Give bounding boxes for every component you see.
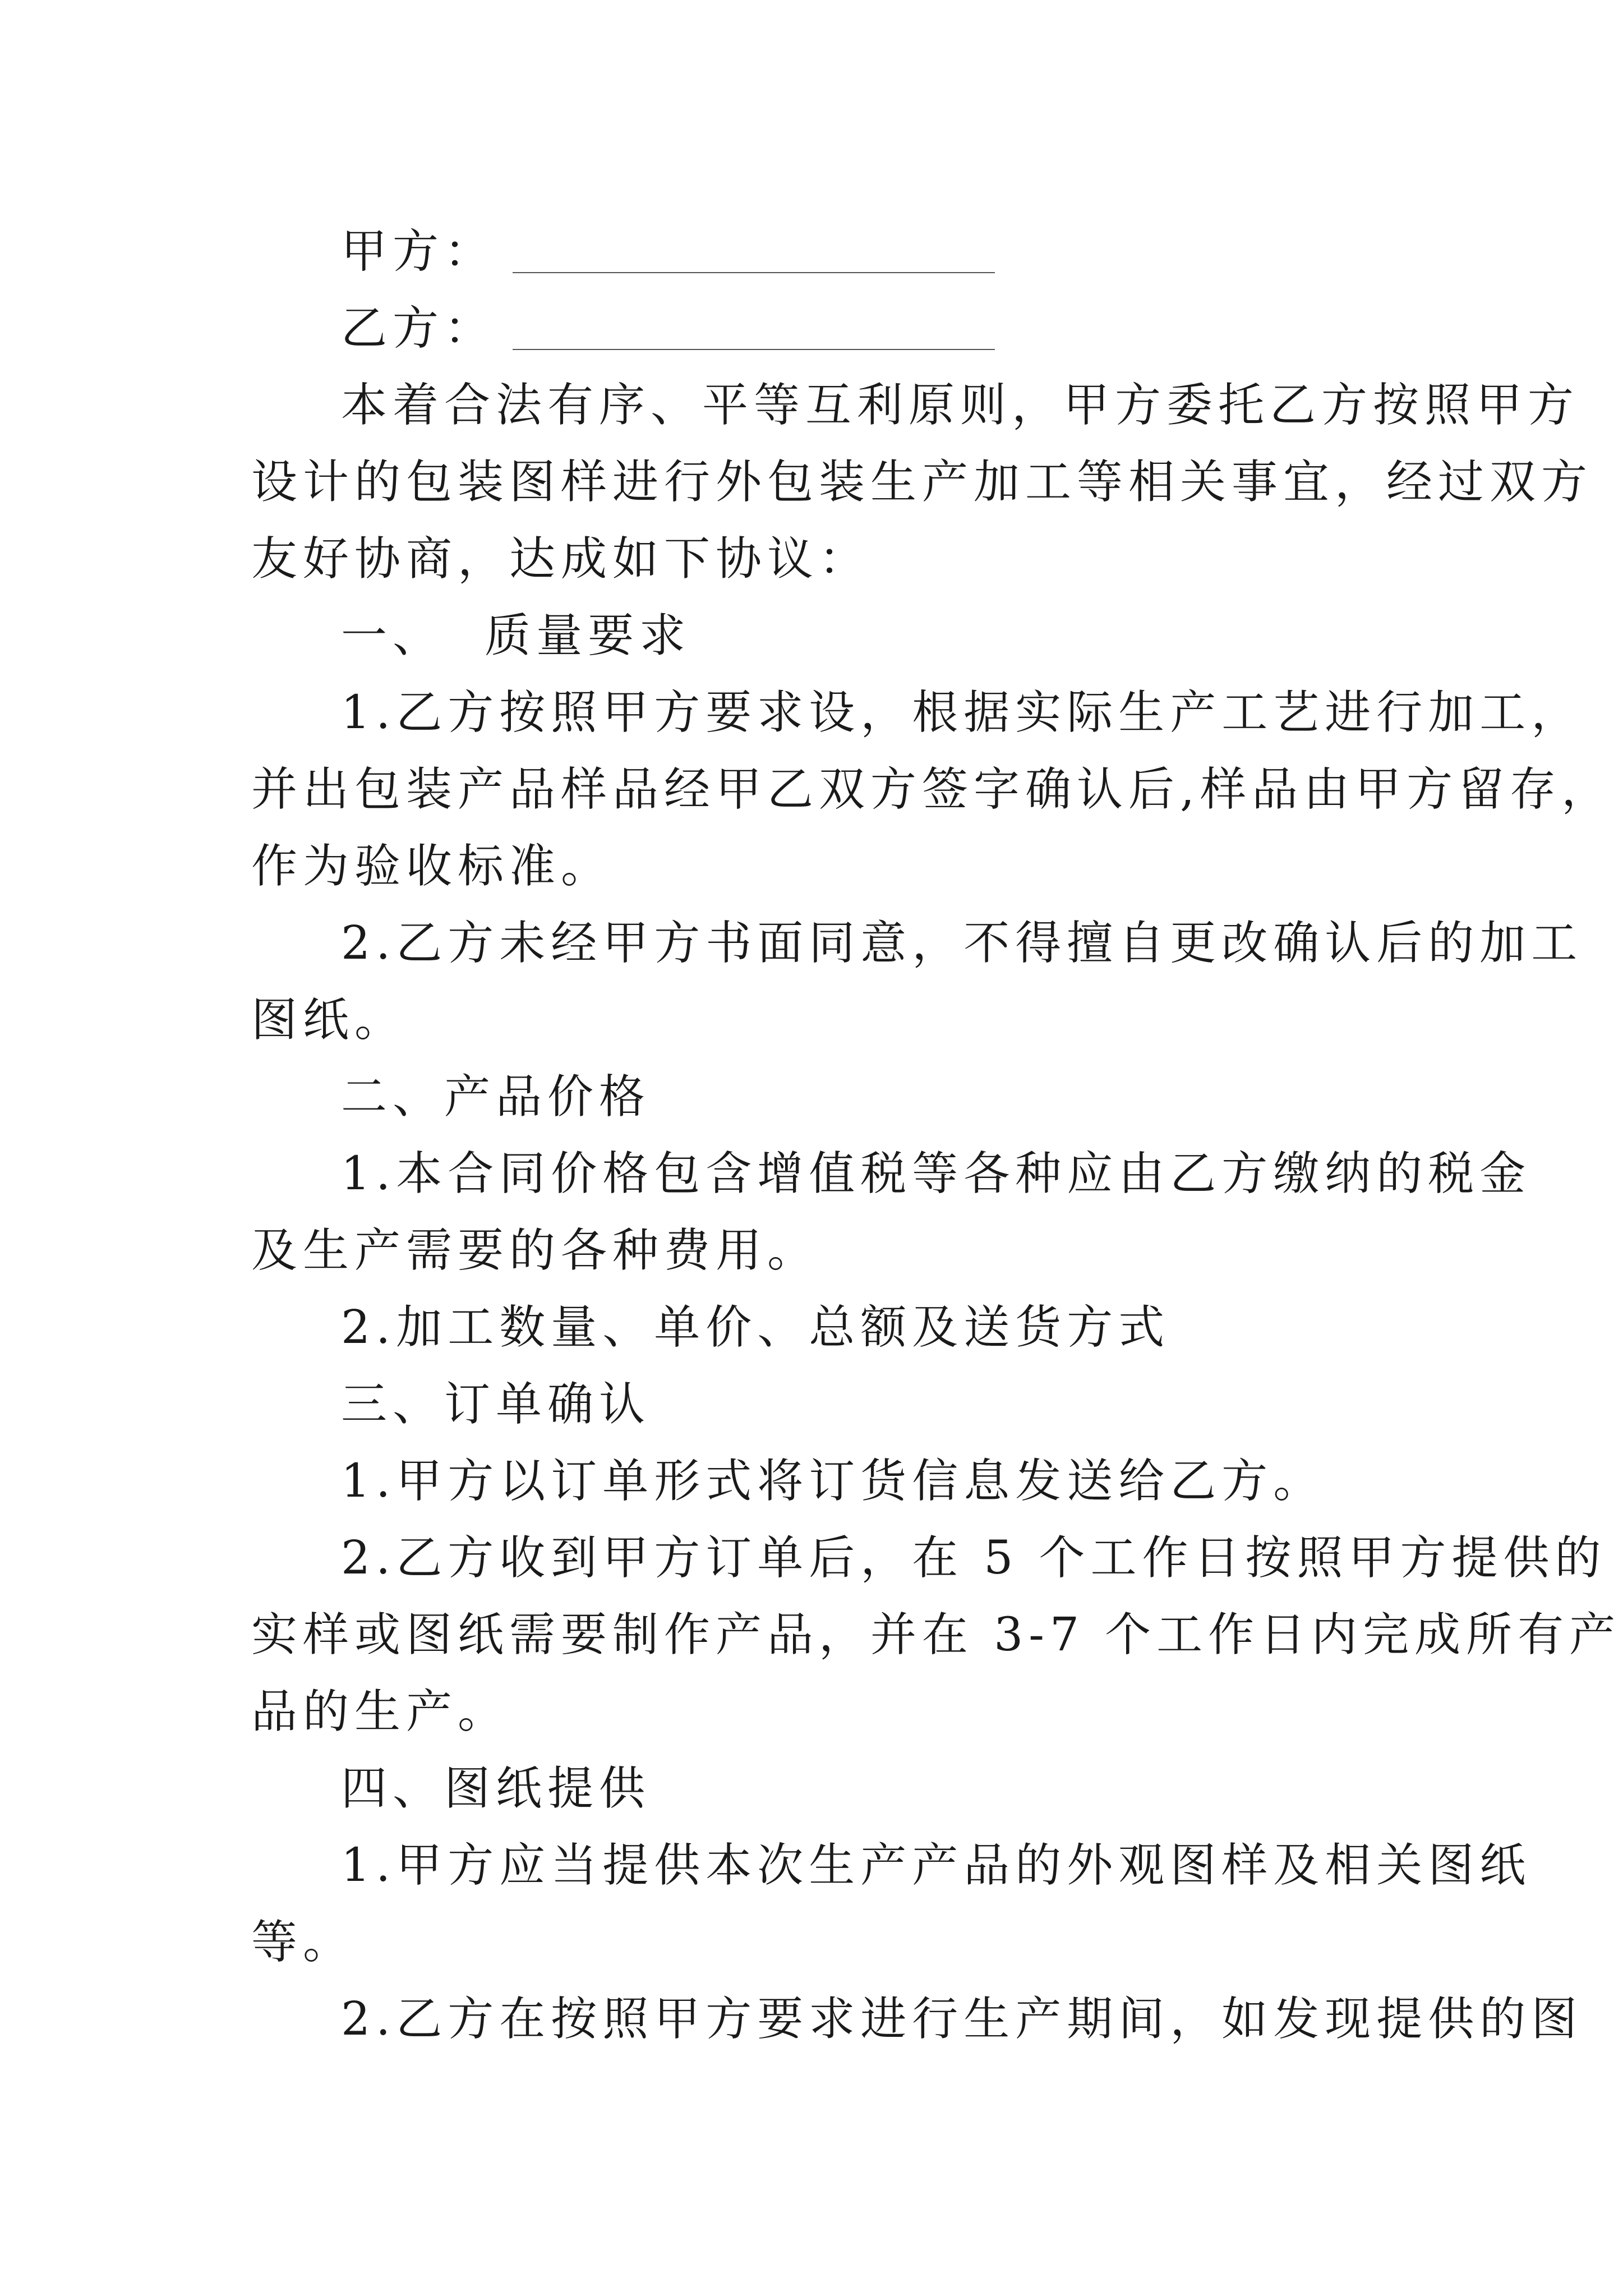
clause-line: 并出包装产品样品经甲乙双方签字确认后,样品由甲方留存， (251, 763, 1613, 816)
clause-line: 2.加工数量、单价、总额及送货方式 (341, 1301, 1170, 1354)
contract-page (251, 213, 1621, 2058)
intro-line: 本着合法有序、平等互利原则，甲方委托乙方按照甲方 (341, 379, 1580, 432)
section-heading-price: 二、产品价格 (341, 1070, 651, 1124)
clause-line: 图纸。 (251, 993, 407, 1047)
intro-line: 设计的包装图样进行外包装生产加工等相关事宜，经过双方 (251, 455, 1593, 509)
party-b-row (251, 290, 1384, 367)
clause-line: 实样或图纸需要制作产品，并在 3-7 个工作日内完成所有产 (251, 1608, 1621, 1662)
clause-line: 1.甲方以订单形式将订货信息发送给乙方。 (341, 1455, 1325, 1508)
party-b-blank-line (513, 348, 995, 350)
clause-line: 2.乙方在按照甲方要求进行生产期间，如发现提供的图 (341, 1993, 1583, 2046)
section-heading-order: 三、订单确认 (341, 1378, 651, 1431)
section-heading-quality: 一、 质量要求 (341, 609, 691, 662)
clause-line: 品的生产。 (251, 1685, 510, 1738)
party-a-blank-line (513, 272, 995, 273)
party-a-label: 甲方： (341, 225, 496, 278)
clause-line: 2.乙方未经甲方书面同意，不得擅自更改确认后的加工 (341, 917, 1583, 970)
party-a-row (251, 213, 1384, 290)
clause-line: 及生产需要的各种费用。 (251, 1224, 819, 1277)
section-heading-drawings: 四、图纸提供 (341, 1762, 651, 1815)
clause-line: 作为验收标准。 (251, 840, 613, 893)
party-b-label: 乙方： (341, 302, 496, 355)
clause-line: 1.本合同价格包含增值税等各种应由乙方缴纳的税金 (341, 1147, 1532, 1200)
clause-line: 1.甲方应当提供本次生产产品的外观图样及相关图纸 (341, 1839, 1532, 1892)
clause-line: 等。 (251, 1916, 355, 1969)
clause-line: 2.乙方收到甲方订单后，在 5 个工作日按照甲方提供的 (341, 1531, 1607, 1585)
clause-line: 1.乙方按照甲方要求设，根据实际生产工艺进行加工， (341, 686, 1583, 739)
intro-line: 友好协商，达成如下协议： (251, 532, 871, 586)
